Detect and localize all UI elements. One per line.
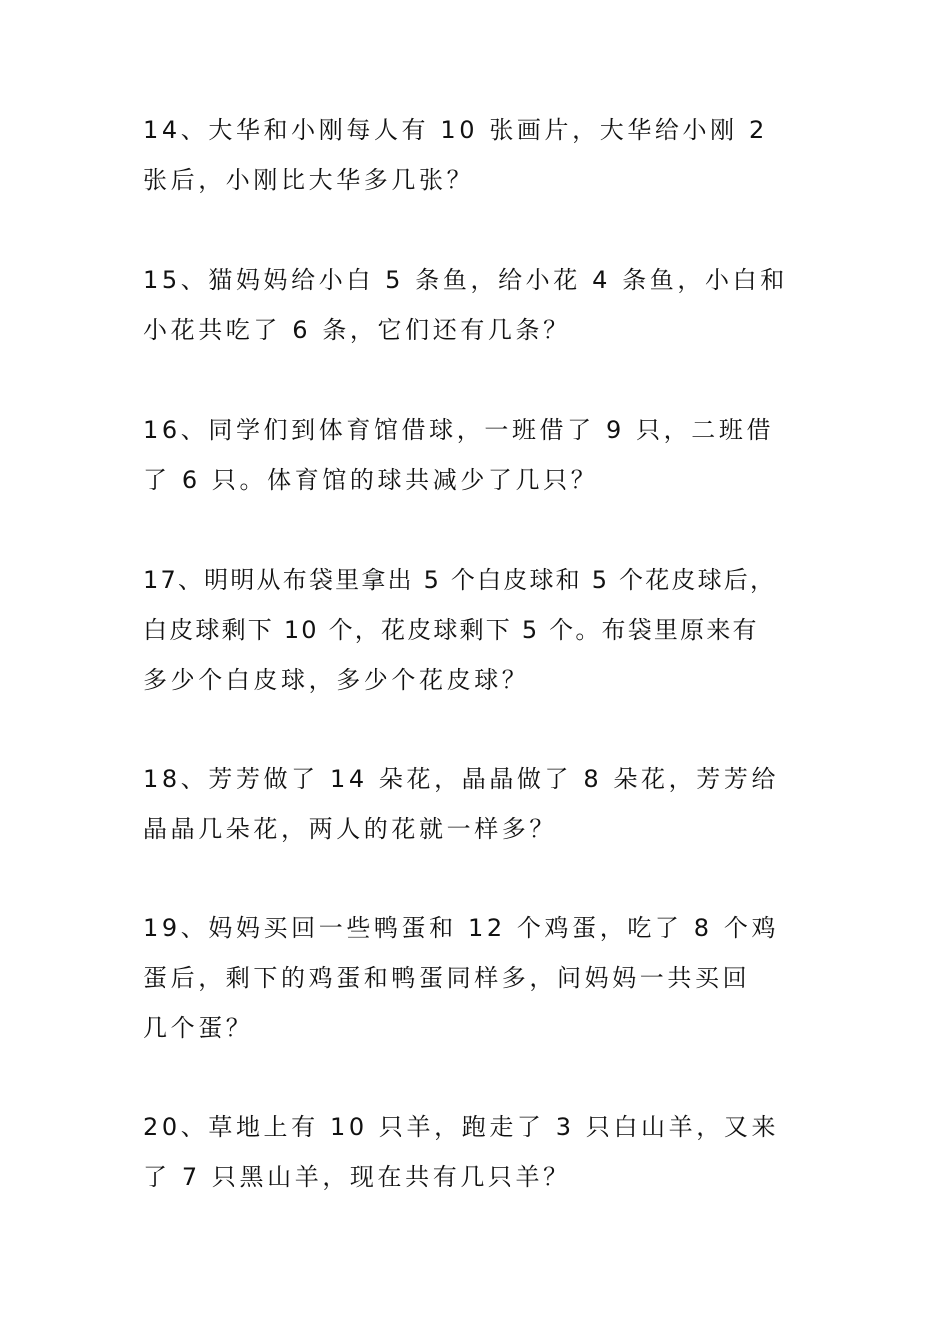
- problem-20-line-1: 20、草地上有 10 只羊，跑走了 3 只白山羊，又来: [143, 1113, 780, 1141]
- problem-19-line-3: 几个蛋？: [143, 1014, 254, 1042]
- problem-17-line-1: 17、明明从布袋里拿出 5 个白皮球和 5 个花皮球后，: [143, 566, 777, 594]
- problem-17-line-3: 多少个白皮球，多少个花皮球？: [143, 666, 530, 694]
- problem-18-line-2: 晶晶几朵花，两人的花就一样多？: [143, 815, 557, 843]
- problem-20-line-2: 了 7 只黑山羊，现在共有几只羊？: [143, 1163, 571, 1191]
- problem-20: [143, 1102, 813, 1202]
- problem-15-line-2: 小花共吃了 6 条，它们还有几条？: [143, 316, 571, 344]
- problem-19-line-2: 蛋后，剩下的鸡蛋和鸭蛋同样多，问妈妈一共买回: [143, 964, 751, 992]
- problem-14-line-1: 14、大华和小刚每人有 10 张画片，大华给小刚 2: [143, 116, 768, 144]
- problem-16-line-1: 16、同学们到体育馆借球，一班借了 9 只，二班借: [143, 416, 775, 444]
- problem-15: [143, 255, 813, 355]
- problem-19-line-1: 19、妈妈买回一些鸭蛋和 12 个鸡蛋，吃了 8 个鸡: [143, 914, 780, 942]
- problem-19: [143, 903, 813, 1053]
- problem-15-line-1: 15、猫妈妈给小白 5 条鱼，给小花 4 条鱼，小白和: [143, 266, 788, 294]
- problem-14-line-2: 张后，小刚比大华多几张？: [143, 166, 475, 194]
- problem-16-line-2: 了 6 只。体育馆的球共减少了几只？: [143, 466, 599, 494]
- problem-18-line-1: 18、芳芳做了 14 朵花，晶晶做了 8 朵花，芳芳给: [143, 765, 780, 793]
- problem-17: [143, 555, 813, 705]
- problem-14: [143, 105, 813, 205]
- problem-16: [143, 405, 813, 505]
- problem-18: [143, 754, 813, 854]
- problem-17-line-2: 白皮球剩下 10 个，花皮球剩下 5 个。布袋里原来有: [143, 616, 759, 644]
